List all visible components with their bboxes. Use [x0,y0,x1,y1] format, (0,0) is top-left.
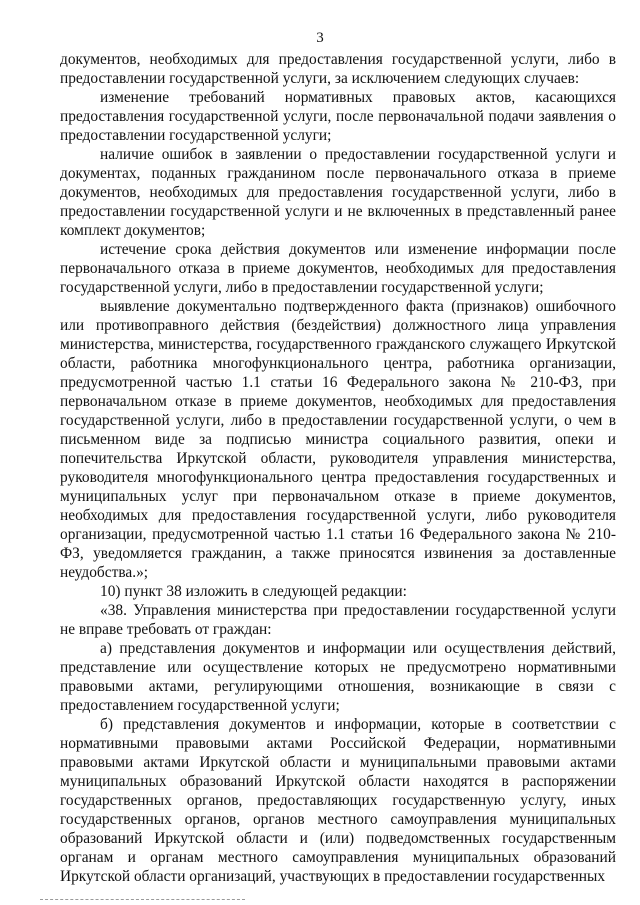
paragraph: изменение требований нормативных правовых актов, касающихся предоставления государственной услуги, после первоначальной подачи заявления о предоставлении государственной услуги; [60,89,616,144]
paragraph: 10) пункт 38 изложить в следующей редакции: [100,583,407,600]
page-number: 3 [316,30,324,46]
paragraph: б) представления документов и информации, которые в соответствии с нормативными правовыми актами Российской Федерации, нормативными правовыми актами Иркутской области и муниципальными правовыми актами муниципальных образований Иркутской области находятся в распоряжении государственных органов, предоставляющих государственную услугу, иных государственных органов, органов местного самоуправления муниципальных образований Иркутской области и (или) подведомственных государственным органам и органам местного самоуправления муниципальных образований Иркутской области организаций, участвующих в предоставлении государственных [60,716,616,885]
document-body [60,50,616,886]
paragraph: а) представления документов и информации или осуществления действий, представление или осуществление которых не предусмотрено нормативными правовыми актами, регулирующими отношения, возникающие в связи с предоставлением государственной услуги; [60,640,616,714]
scan-artifact-line [40,899,245,900]
paragraph: истечение срока действия документов или изменение информации после первоначального отказа в приеме документов, необходимых для предоставления государственной услуги, либо в предоставлении государственной услуги; [60,241,616,296]
paragraph: наличие ошибок в заявлении о предоставлении государственной услуги и документах, поданных гражданином после первоначального отказа в приеме документов, необходимых для предоставления государственной услуги, либо в предоставлении государственной услуги и не включенных в представленный ранее комплект документов; [60,146,616,239]
paragraph: выявление документально подтвержденного факта (признаков) ошибочного или противоправного действия (бездействия) должностного лица управления министерства, министерства, государственного гражданского служащего Иркутской области, работника многофункционального центра, работника организации, предусмотренной частью 1.1 статьи 16 Федерального закона № 210-ФЗ, при первоначальном отказе в приеме документов, необходимых для предоставления государственной услуги, либо в предоставлении государственной услуги, о чем в письменном виде за подписью министра социального развития, опеки и попечительства Иркутской области, руководителя управления министерства, руководителя многофункционального центра предоставления государственных и муниципальных услуг при первоначальном отказе в приеме документов, необходимых для предоставления государственной услуги, либо руководителя организации, предусмотренной частью 1.1 статьи 16 Федерального закона № 210-ФЗ, уведомляется гражданин, а также приносятся извинения за доставленные неудобства.»; [60,298,616,581]
paragraph: «38. Управления министерства при предоставлении государственной услуги не вправе требовать от граждан: [60,602,616,638]
paragraph: документов, необходимых для предоставления государственной услуги, либо в предоставлении государственной услуги, за исключением следующих случаев: [60,51,616,87]
